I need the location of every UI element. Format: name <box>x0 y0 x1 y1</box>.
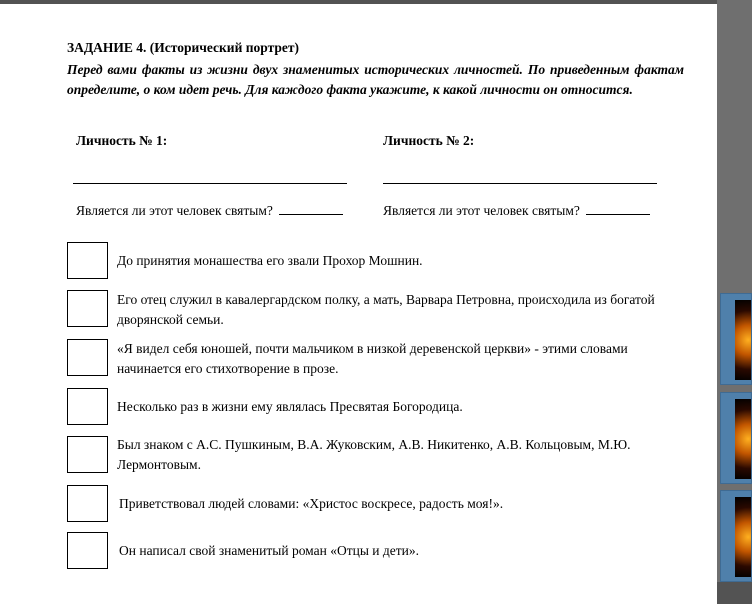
page-thumbnail[interactable] <box>720 490 752 582</box>
person-1-saint-question <box>76 202 343 219</box>
page-thumbnail[interactable] <box>720 293 752 385</box>
fact-6: Приветствовал людей словами: «Христос воскресе, радость моя!». <box>119 496 504 511</box>
person-2-label: Личность № 2: <box>383 133 475 148</box>
person-1-name-field[interactable] <box>73 183 347 184</box>
answer-box-7[interactable] <box>67 532 108 569</box>
answer-box-3[interactable] <box>67 339 108 376</box>
fact-4: Несколько раз в жизни ему являлась Пресвятая Богородица. <box>117 399 463 414</box>
answer-box-4[interactable] <box>67 388 108 425</box>
person-1-saint-answer-field[interactable] <box>279 202 343 215</box>
fact-5: Был знаком с А.С. Пушкиным, В.А. Жуковским, А.В. Никитенко, А.В. Кольцовым, М.Ю. Лермонтовым. <box>117 437 631 472</box>
person-2-saint-question <box>383 202 650 219</box>
person-1-label: Личность № 1: <box>76 133 168 148</box>
answer-box-2[interactable] <box>67 290 108 327</box>
task-title: ЗАДАНИЕ 4. (Исторический портрет) <box>67 40 300 55</box>
fact-1: До принятия монашества его звали Прохор Мошнин. <box>117 253 423 268</box>
fact-7: Он написал свой знаменитый роман «Отцы и дети». <box>119 543 420 558</box>
thumbnail-image <box>735 399 752 479</box>
saint-question-text: Является ли этот человек святым? <box>383 203 580 218</box>
task-instructions: Перед вами факты из жизни двух знаменитых исторических личностей. По приведенным фактам определите, о ком идет речь. Для каждого факта укажите, к какой личности он относится. <box>67 62 684 97</box>
answer-box-5[interactable] <box>67 436 108 473</box>
person-2-name-field[interactable] <box>383 183 657 184</box>
thumbnail-image <box>735 300 752 380</box>
person-2-saint-answer-field[interactable] <box>586 202 650 215</box>
answer-box-6[interactable] <box>67 485 108 522</box>
answer-box-1[interactable] <box>67 242 108 279</box>
saint-question-text: Является ли этот человек святым? <box>76 203 273 218</box>
page-thumbnail[interactable] <box>720 392 752 484</box>
fact-3: «Я видел себя юношей, почти мальчиком в низкой деревенской церкви» - этими словами начинается его стихотворение в прозе. <box>117 341 628 376</box>
fact-2: Его отец служил в кавалергардском полку, а мать, Варвара Петровна, происходила из богатой дворянской семьи. <box>117 292 655 327</box>
thumbnail-image <box>735 497 752 577</box>
